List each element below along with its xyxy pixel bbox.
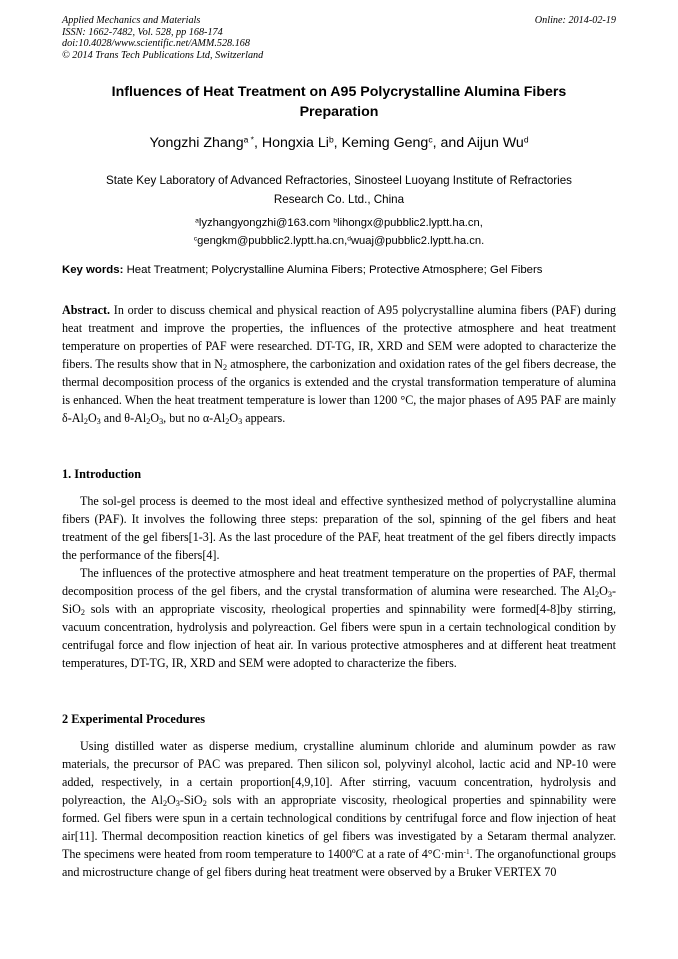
chem-text: O: [87, 411, 97, 425]
subscript: 3: [238, 417, 243, 427]
paragraph-text: Using distilled water as disperse medium, crystalline aluminum chloride and aluminum powder as raw materials, the precursor of PAC was prepared. Then silicon sol, polyvinyl alcohol, lactic acid and NP-10 were added, respectively, in a certain proportion[4,9,10]. After stirring, vacuum concentration, hydrolysis and polyreaction, the Al: [62, 739, 616, 807]
journal-header: [62, 15, 263, 61]
abstract-text: and θ-Al: [100, 411, 147, 425]
subscript: 3: [159, 417, 164, 427]
subscript: 2: [162, 799, 168, 809]
subscript: 2: [202, 799, 207, 809]
paragraph-text: sols with an appropriate viscosity, rheological properties and spinnability were formed. Gel fibers were spun in a certain technological conditions by centrifugal force and flow injection of heat air[11]. Thermal decomposition reaction kinetics of gel fibers was investigated by a Setaram thermal analyzer. The specimens were heated from room temperature to 1400ºC at a rate of 4°C·min: [62, 793, 616, 861]
title-line-2: Preparation: [299, 104, 379, 120]
author-name: Aijun Wu: [467, 135, 524, 151]
author-separator: ,: [333, 135, 342, 151]
copyright-line: © 2014 Trans Tech Publications Ltd, Switzerland: [62, 49, 264, 61]
author-name: Keming Geng: [341, 135, 429, 151]
abstract-text: , but no α-Al: [163, 411, 226, 425]
abstract-text: In order to discuss chemical and physical reaction of A95 polycrystalline alumina fibers (PAF) during heat treatment and improve the properties, the influences of the protective atmosphere and heat treatment temperature on properties of PAF were researched. DT-TG, IR, XRD and SEM were adopted to characterize the fibers. The results show that in N: [62, 303, 616, 371]
email-a: lyzhangyongzhi@163.com: [198, 217, 331, 229]
email-d: wuaj@pubblic2.lyptt.ha.cn.: [350, 235, 485, 247]
author-affil-mark: b: [328, 134, 334, 145]
keywords: [62, 264, 616, 276]
experimental-paragraph-1: [62, 737, 616, 881]
intro-paragraph-2: [62, 564, 616, 672]
author-separator: ,: [254, 135, 262, 151]
subscript: 2: [595, 590, 600, 600]
paper-title: [62, 82, 616, 122]
author-affil-mark: d: [523, 134, 529, 145]
author-emails: $^a$lyzhangyongzhi@163.com $^b$lihongx@pubblic2.lyptt.ha.cn, $^c$gengkm@pubblic2.lyptt.ha.cn,$^d$wuaj@pubblic2.lyptt.ha.cn.: [193, 217, 485, 247]
keywords-text: Heat Treatment; Polycrystalline Alumina Fibers; Protective Atmosphere; Gel Fibers: [126, 264, 543, 276]
keywords-label: Key words:: [62, 264, 124, 276]
experimental-body: [62, 737, 616, 881]
author-affil-mark: c: [428, 134, 433, 145]
section-heading-experimental: 2 Experimental Procedures: [62, 712, 205, 726]
superscript: -1: [463, 848, 470, 857]
author-separator: , and: [432, 135, 468, 151]
abstract: [62, 301, 616, 427]
subscript: 2: [80, 608, 85, 618]
email-c: gengkm@pubblic2.lyptt.ha.cn,: [197, 235, 348, 247]
intro-paragraph-1: The sol-gel process is deemed to the most ideal and effective synthesized method of polycrystalline alumina fibers (PAF). It involves the following three steps: preparation of the sol, spinning of the gel fibers and heat treatment of the gel fibers[1-3]. As the last procedure of the PAF, heat treatment of the gel fibers directly impacts the performance of the fibers[4].: [62, 494, 616, 562]
subscript: 3: [96, 417, 101, 427]
subscript: 2: [83, 417, 88, 427]
title-line-1: Influences of Heat Treatment on A95 Polycrystalline Alumina Fibers: [111, 84, 567, 100]
affiliation-line-2: Research Co. Ltd., China: [273, 193, 405, 206]
subscript: 3: [175, 799, 180, 809]
chem-text: O: [599, 584, 608, 598]
subscript: 2: [223, 363, 228, 373]
abstract-text: appears.: [242, 411, 286, 425]
author-affil-mark: a *: [243, 134, 254, 145]
author-name: Yongzhi Zhang: [149, 135, 244, 151]
paragraph-text: -SiO: [62, 584, 616, 616]
subscript: 2: [146, 417, 151, 427]
doi-line: doi:10.4028/www.scientific.net/AMM.528.168: [62, 38, 250, 49]
abstract-label: Abstract.: [62, 303, 111, 317]
paragraph-text: -SiO: [179, 793, 203, 807]
issn-line: ISSN: 1662-7482, Vol. 528, pp 168-174: [62, 26, 223, 38]
online-date: Online: 2014-02-19: [534, 15, 616, 26]
abstract-text: atmosphere, the carbonization and oxidation rates of the gel fibers decrease, the thermal decomposition process of the organics is extended and the crystal transformation temperature of alumina is enhanced. When the heat treatment temperature is lower than 1200 °C, the major phases of A95 PAF are mainly δ-Al: [62, 357, 616, 425]
section-heading-introduction: 1. Introduction: [62, 467, 142, 481]
introduction-body: [62, 492, 616, 672]
chem-text: O: [167, 793, 176, 807]
chem-text: O: [150, 411, 160, 425]
paragraph-text: The influences of the protective atmosphere and heat treatment temperature on the properties of PAF, thermal decomposition process of the gel fibers, and the crystal transformation of alumina were researched. The Al: [62, 566, 616, 598]
journal-name: Applied Mechanics and Materials: [62, 15, 201, 26]
email-b: lihongx@pubblic2.lyptt.ha.cn,: [337, 217, 483, 229]
affiliation: [82, 171, 596, 209]
author-list: [62, 133, 616, 153]
subscript: 2: [225, 417, 230, 427]
chem-text: O: [229, 411, 239, 425]
affiliation-line-1: State Key Laboratory of Advanced Refractories, Sinosteel Luoyang Institute of Refractories: [106, 174, 572, 187]
author-name: Hongxia Li: [261, 135, 329, 151]
paragraph-text: . The organofunctional groups and microstructure change of gel fibers during heat treatment were observed by a Bruker VERTEX 70: [62, 847, 616, 879]
paragraph-text: sols with an appropriate viscosity, rheological properties and spinnability were formed[4-8]by stirring, vacuum concentration, hydrolysis and polyreaction. Gel fibers were spun in a certain technological condition by centrifugal force and flow injection of heat air. In various protective atmospheres and at different heat treatment temperatures, DT-TG, IR, XRD and SEM were adopted to characterize the fibers.: [62, 602, 616, 670]
subscript: 3: [607, 590, 612, 600]
